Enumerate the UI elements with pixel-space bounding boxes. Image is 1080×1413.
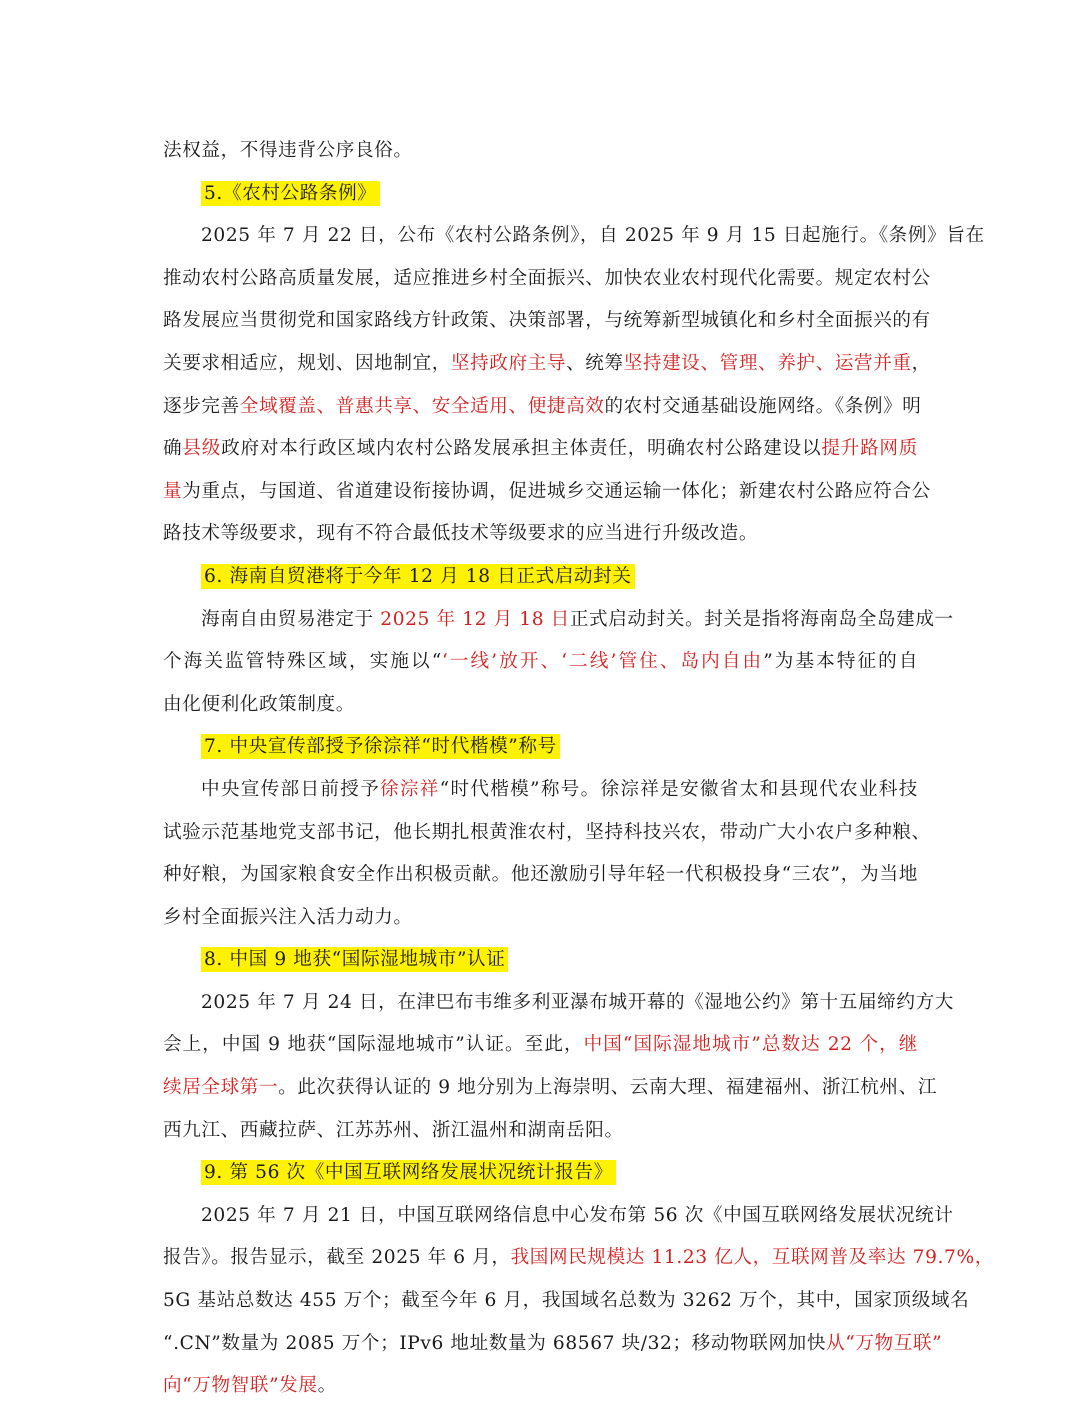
paragraph-line	[163, 300, 931, 343]
body-text: 种好粮，为国家粮食安全作出积极贡献。他还激励引导年轻一代积极投身“三农”，为当地	[163, 864, 918, 886]
body-text: 的农村交通基础设施网络。《条例》明	[604, 395, 922, 417]
body-text: 中央宣传部日前授予	[201, 778, 380, 800]
body-text: 、统筹	[566, 352, 624, 374]
paragraph-line	[163, 513, 918, 556]
highlighted-heading-text: 5.《农村公路条例》	[201, 181, 380, 206]
body-text: 试验示范基地党支部书记，他长期扎根黄淮农村，坚持科技兴农，带动广大小农户多种粮、	[163, 821, 931, 843]
body-text: “.CN”数量为 2085 万个；IPv6 地址数量为 68567 块/32；移动物联网加快	[163, 1332, 827, 1354]
body-text: 会上，中国 9 地获“国际湿地城市”认证。至此，	[163, 1034, 584, 1056]
paragraph-line	[163, 684, 918, 727]
emphasis-text: 坚持政府主导	[450, 352, 567, 374]
emphasis-text: 中国“国际湿地城市”总数达 22 个，继	[583, 1034, 918, 1056]
paragraph-line	[163, 386, 922, 429]
section-heading-6	[163, 556, 918, 599]
body-text: 2025 年 7 月 24 日，在津巴布韦维多利亚瀑布城开幕的《湿地公约》第十五届缔约方大	[201, 991, 954, 1013]
emphasis-text: 徐淙祥	[380, 778, 440, 800]
body-text: 政府对本行政区域内农村公路发展承担主体责任，明确农村公路建设以	[221, 438, 822, 460]
paragraph-line	[163, 1195, 954, 1238]
body-text: 5G 基站总数达 455 万个；截至今年 6 月，我国域名总数为 3262 万个，其中，国家顶级域名	[163, 1290, 970, 1312]
body-text: 。此次获得认证的 9 地分别为上海崇明、云南大理、福建福州、浙江杭州、江	[278, 1077, 938, 1099]
body-text: 为重点，与国道、省道建设衔接协调，促进城乡交通运输一体化；新建农村公路应符合公	[182, 480, 931, 502]
body-text: 正式启动封关。封关是指将海南岛全岛建成一	[569, 608, 954, 630]
body-text: ”为基本特征的自	[763, 651, 919, 673]
section-heading-8	[163, 939, 918, 982]
body-text: 报告》。报告显示，截至 2025 年 6 月，	[163, 1247, 511, 1269]
paragraph-line	[163, 471, 931, 514]
body-text: 关要求相适应，规划、因地制宜，	[163, 352, 451, 374]
paragraph-line	[163, 599, 954, 642]
body-text: 个海关监管特殊区域，实施以“	[163, 651, 442, 673]
paragraph-line	[163, 428, 918, 471]
body-text: 推动农村公路高质量发展，适应推进乡村全面振兴、加快农业农村现代化需要。规定农村公	[163, 267, 931, 289]
body-text: 法权益，不得违背公序良俗。	[163, 140, 413, 161]
paragraph-line	[163, 1067, 938, 1110]
highlighted-heading-text: 6. 海南自贸港将于今年 12 月 18 日正式启动封关	[201, 564, 635, 589]
paragraph-line	[163, 1110, 918, 1153]
section-heading-9	[163, 1152, 918, 1195]
body-text: 。	[317, 1375, 337, 1397]
emphasis-text: 坚持建设、管理、养护、运营并重	[623, 352, 912, 374]
emphasis-text: 量	[163, 480, 183, 502]
highlighted-heading-text: 8. 中国 9 地获“国际湿地城市”认证	[201, 947, 508, 972]
paragraph-line	[163, 1237, 994, 1280]
emphasis-text: ‘一线’放开、‘二线’管住、岛内自由	[441, 651, 764, 673]
body-text: 乡村全面振兴注入活力动力。	[163, 906, 413, 928]
section-heading-5	[163, 173, 918, 216]
emphasis-text: 全域覆盖、普惠共享、安全适用、便捷高效	[239, 395, 605, 417]
body-text: 2025 年 7 月 21 日，中国互联网络信息中心发布第 56 次《中国互联网络发展状况统计	[201, 1204, 954, 1226]
highlighted-heading-text: 9. 第 56 次《中国互联网络发展状况统计报告》	[201, 1160, 616, 1185]
body-text: 确	[163, 438, 183, 460]
emphasis-text: 向“万物智联”发展	[163, 1375, 318, 1397]
paragraph-line	[163, 343, 931, 386]
body-text: 逐步完善	[163, 395, 240, 417]
paragraph-line	[163, 641, 918, 684]
document-page	[163, 130, 994, 1408]
paragraph-line	[163, 982, 954, 1025]
body-text: “时代楷模”称号。徐淙祥是安徽省太和县现代农业科技	[439, 778, 918, 800]
body-text: 西九江、西藏拉萨、江苏苏州、浙江温州和湖南岳阳。	[163, 1119, 624, 1141]
emphasis-text: 提升路网质	[821, 438, 918, 460]
paragraph-line	[163, 1280, 970, 1323]
paragraph-line	[163, 812, 931, 855]
body-text: 由化便利化政策制度。	[163, 693, 355, 715]
emphasis-text: 县级	[182, 438, 222, 460]
paragraph-line	[163, 1024, 918, 1067]
paragraph-line	[163, 897, 918, 940]
section-heading-7	[163, 726, 918, 769]
paragraph-line	[163, 769, 918, 812]
body-text: ，	[911, 352, 931, 374]
body-text: 路发展应当贯彻党和国家路线方针政策、决策部署，与统筹新型城镇化和乡村全面振兴的有	[163, 310, 931, 332]
paragraph-line	[163, 1323, 943, 1366]
paragraph-line	[163, 854, 918, 897]
highlighted-heading-text: 7. 中央宣传部授予徐淙祥“时代楷模”称号	[201, 734, 560, 759]
paragraph-line	[163, 130, 918, 173]
body-text: 海南自由贸易港定于	[201, 608, 381, 630]
paragraph-line	[163, 215, 985, 258]
body-text: 路技术等级要求，现有不符合最低技术等级要求的应当进行升级改造。	[163, 523, 759, 545]
emphasis-text: 续居全球第一	[163, 1077, 279, 1099]
emphasis-text: 2025 年 12 月 18 日	[380, 608, 570, 630]
emphasis-text: 从“万物互联”	[826, 1332, 943, 1354]
emphasis-text: 我国网民规模达 11.23 亿人，互联网普及率达 79.7%，	[510, 1247, 994, 1269]
paragraph-line	[163, 258, 931, 301]
body-text: 2025 年 7 月 22 日，公布《农村公路条例》，自 2025 年 9 月 15 日起施行。《条例》旨在	[201, 225, 985, 247]
paragraph-line	[163, 1365, 918, 1408]
